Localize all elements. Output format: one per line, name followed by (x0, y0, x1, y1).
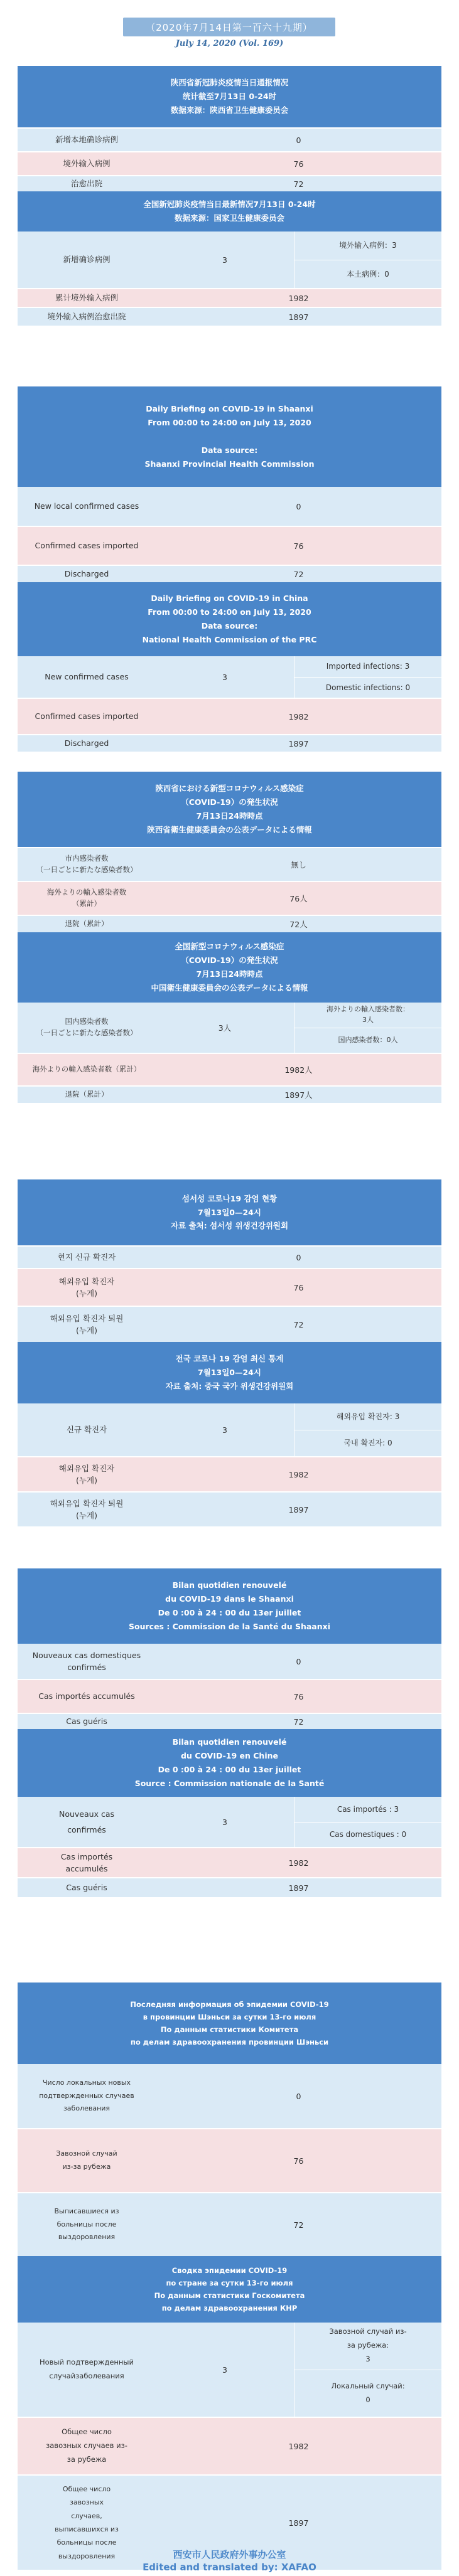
en-row-new-local (18, 487, 441, 526)
header-line: Bilan quotidien renouvelé (172, 1737, 287, 1747)
header-line: в провинции Шэньси за сутки 13-го июля (143, 2012, 316, 2021)
row-label: Nouveaux cas confirmés (58, 1809, 114, 1834)
en-china-header (18, 582, 441, 656)
row-label: 市内感染者数 （一日ごとに新たな感染者数） (36, 854, 138, 874)
header-line: 中国衛生健康委員会の公表データによる情報 (151, 982, 308, 993)
header-line: （COVID-19）の発生状況 (181, 797, 278, 807)
header-line: From 00:00 to 24:00 on July 13, 2020 (148, 607, 311, 617)
row-label: Общее число завозных случаев из-за рубежа (46, 2427, 127, 2464)
en-row-discharged-imported (18, 735, 441, 752)
header-line: 全国新型コロナウィルス感染症 (175, 942, 284, 952)
ja-row-new-confirmed (18, 1003, 441, 1053)
row-label: New confirmed cases (45, 672, 129, 682)
row-label: Завозной случай из-за рубежа (56, 2149, 117, 2171)
ru-row-new-confirmed (18, 2323, 441, 2417)
row-label: 해외유입 확진자 (누계) (58, 1463, 115, 1485)
imported-detail: Cas importés : 3 (337, 1804, 399, 1814)
row-label: Discharged (64, 569, 109, 579)
domestic-detail: Cas domestiques : 0 (294, 1822, 441, 1848)
row-value: 3人 (218, 1023, 232, 1033)
row-value: 72 (293, 1716, 304, 1727)
header-line: du COVID-19 en Chine (181, 1751, 278, 1761)
row-value: 1982 (288, 1469, 309, 1479)
fr-row-new-local (18, 1644, 441, 1679)
header-line: 자료 출처: 섬서성 위생건강위원회 (170, 1221, 289, 1231)
row-label: 海外よりの輸入感染者数（累計） (32, 1065, 141, 1074)
en-row-cumulative (18, 699, 441, 734)
footer-credit: Edited and translated by: XAFAO (143, 2562, 316, 2573)
header-line: Shaanxi Provincial Health Commission (144, 459, 315, 469)
header-line: 统计截至7月13日 0-24时 (182, 92, 277, 102)
row-label: 新增本地确诊病例 (55, 135, 118, 145)
header-line: 数据来源：陕西省卫生健康委员会 (170, 105, 289, 115)
ja-row-imported (18, 882, 441, 915)
fr-row-discharged-imported (18, 1878, 441, 1897)
row-value: 無し (290, 860, 306, 870)
row-value: 0 (296, 2091, 301, 2101)
header-line: 陝西省衛生健康委員会の公表データによる情報 (147, 824, 312, 834)
fr-row-cumulative (18, 1848, 441, 1877)
domestic-detail: Локальный случай: 0 (294, 2370, 441, 2417)
header-line: 7月13日24時時点 (196, 811, 263, 821)
header-line: 7月13日24時時点 (196, 969, 263, 979)
fr-china-header (18, 1729, 441, 1797)
row-label: 해외유입 확진자 퇴원 (누계) (50, 1313, 124, 1335)
fr-row-discharged (18, 1714, 441, 1729)
row-label: Confirmed cases imported (35, 541, 139, 551)
row-value: 1897 (288, 1504, 309, 1514)
ru-row-discharged (18, 2193, 441, 2256)
en-row-imported (18, 527, 441, 565)
ko-row-new-local (18, 1247, 441, 1268)
fr-section (18, 1568, 441, 1893)
imported-detail: 境外输入病例：3 (339, 241, 397, 250)
zh-shaanxi-header (18, 66, 441, 127)
header-line: По данным статистики Комитета (160, 2025, 299, 2034)
zh-row-discharged (18, 176, 441, 191)
header-line: （COVID-19）の発生状況 (181, 955, 278, 966)
en-row-new-confirmed (18, 656, 441, 698)
row-value: 1897 (288, 738, 309, 748)
row-value: 0 (296, 1252, 301, 1262)
issue-title: （2020年7月14日第一百六十九期） (146, 21, 313, 33)
row-value: 76 (293, 2156, 304, 2166)
ko-row-discharged (18, 1307, 441, 1342)
row-value: 72 (293, 2220, 304, 2230)
imported-detail: 해외유입 확진자: 3 (336, 1412, 400, 1421)
domestic-detail: 국내 확진자: 0 (294, 1430, 441, 1457)
row-value: 3 (222, 672, 227, 682)
domestic-detail: Domestic infections: 0 (294, 677, 441, 698)
ko-row-new-confirmed (18, 1403, 441, 1456)
header-line: 陕西省新冠肺炎疫情当日通报情况 (170, 78, 289, 88)
row-label: 현지 신규 확진자 (57, 1252, 116, 1262)
row-label: 해외유입 확진자 (누계) (58, 1276, 115, 1298)
row-value: 72 (293, 569, 304, 579)
header-line: Data source: (201, 445, 258, 455)
imported-detail: 海外よりの輸入感染者数： 3人 (327, 1005, 409, 1024)
header-line: 섬서성 코로나19 감염 현황 (181, 1193, 278, 1203)
row-label: 退院（累計） (65, 919, 109, 929)
zh-row-new-local (18, 129, 441, 151)
row-value: 76 (293, 159, 304, 169)
ru-row-cumulative (18, 2418, 441, 2474)
header-line: по стране за сутки 13-го июля (166, 2278, 293, 2287)
row-value: 3 (222, 1817, 227, 1827)
fr-shaanxi-header (18, 1568, 441, 1644)
row-label: Общее число завозных случаев, выписавшихся из больницы после выздоровления (55, 2484, 119, 2560)
header-line: 7월13일0—24시 (198, 1368, 261, 1378)
row-value: 1982 (288, 2441, 309, 2451)
fr-row-new-confirmed (18, 1797, 441, 1847)
row-label: 해외유입 확진자 퇴원 (누계) (50, 1498, 124, 1520)
row-label: Cas guéris (66, 1883, 107, 1893)
ru-row-imported (18, 2129, 441, 2192)
row-label: Cas importés accumulés (60, 1851, 113, 1873)
row-label: Cas guéris (66, 1716, 107, 1727)
header-line: Daily Briefing on COVID-19 in Shaanxi (146, 404, 313, 414)
ko-row-imported (18, 1269, 441, 1306)
row-label: Новый подтвержденный случайзаболевания (39, 2358, 134, 2380)
ko-row-discharged-imported (18, 1493, 441, 1526)
header-line: По данным статистики Госкомитета (154, 2291, 305, 2300)
row-value: 1982人 (284, 1065, 313, 1075)
ja-row-discharged (18, 916, 441, 932)
row-value: 0 (296, 1656, 301, 1666)
imported-detail: Завозной случай из-за рубежа: 3 (329, 2327, 407, 2364)
ko-shaanxi-header (18, 1179, 441, 1245)
header-line: Source : Commission nationale de la Santé (134, 1778, 325, 1788)
row-value: 1897 (288, 2518, 309, 2528)
row-value: 76 (293, 541, 304, 551)
row-value: 72人 (289, 920, 308, 929)
row-label: 海外よりの輸入感染者数 （累計） (46, 888, 127, 908)
ru-shaanxi-header (18, 1983, 441, 2064)
header-line: 전국 코로나 19 감염 최신 통계 (175, 1354, 284, 1364)
ja-shaanxi-header (18, 772, 441, 847)
header-line: 7월13일0—24시 (198, 1207, 261, 1217)
row-value: 72 (293, 1319, 304, 1329)
row-label: 境外输入病例 (63, 159, 111, 169)
row-value: 76 (293, 1282, 304, 1292)
row-value: 1897 (288, 312, 309, 322)
ja-section (18, 772, 441, 1100)
header-line: From 00:00 to 24:00 on July 13, 2020 (148, 418, 311, 428)
row-value: 1982 (288, 1858, 309, 1868)
zh-section (18, 66, 441, 331)
row-label: New local confirmed cases (34, 501, 139, 511)
row-label: 境外输入病例治愈出院 (47, 312, 126, 322)
row-value: 76 (293, 1691, 304, 1701)
row-value: 3 (222, 255, 227, 265)
zh-china-header (18, 191, 441, 232)
row-label: 累计境外输入病例 (55, 293, 118, 303)
domestic-detail: 本土病例：0 (294, 260, 441, 289)
row-label: 退院（累計） (65, 1090, 109, 1099)
issue-title-banner (123, 18, 335, 36)
zh-row-cumulative (18, 289, 441, 307)
ja-row-new-local (18, 848, 441, 881)
en-shaanxi-header (18, 386, 441, 487)
header-line: De 0 :00 à 24 : 00 du 13er juillet (158, 1608, 301, 1617)
row-label: Выписавшиеся из больницы после выздоровления (54, 2206, 119, 2242)
row-label: 国内感染者数 （一日ごとに新たな感染者数） (36, 1017, 138, 1037)
footer-org: 西安市人民政府外事办公室 (173, 2549, 286, 2560)
row-value: 72 (293, 179, 304, 189)
row-value: 3 (222, 2365, 227, 2375)
row-label: 新增确诊病例 (63, 255, 111, 265)
row-value: 0 (296, 501, 301, 511)
domestic-detail: 国内感染者数：0人 (294, 1028, 441, 1053)
header-line: Daily Briefing on COVID-19 in China (151, 593, 308, 604)
en-section (18, 386, 441, 752)
header-line: Sources : Commission de la Santé du Shaanxi (129, 1621, 330, 1631)
header-line: 陝西省における新型コロナウィルス感染症 (155, 784, 304, 794)
header-line: 全国新冠肺炎疫情当日最新情况7月13日 0-24时 (143, 200, 316, 210)
ja-row-discharged-imported (18, 1087, 441, 1103)
header-line: Data source: (201, 621, 258, 631)
row-label: 신규 확진자 (66, 1425, 107, 1435)
row-label: Cas importés accumulés (38, 1691, 135, 1701)
ru-china-header (18, 2256, 441, 2323)
header-line: 자료 출처: 중국 국가 위생건강위원회 (165, 1381, 294, 1391)
row-label: Число локальных новых подтвержденных случаев заболевания (39, 2078, 134, 2113)
row-value: 1897 (288, 1883, 309, 1893)
ja-row-cumulative (18, 1054, 441, 1085)
row-value: 1982 (288, 711, 309, 721)
header-line: по делам здравоохранения провинции Шэньси (130, 2038, 329, 2047)
fr-row-imported (18, 1680, 441, 1713)
row-label: Confirmed cases imported (35, 711, 139, 721)
row-label: 治愈出院 (70, 179, 102, 189)
header-line: Последняя информация об эпидемии COVID-19 (130, 1999, 329, 2009)
row-value: 0 (296, 135, 301, 145)
header-line: по делам здравоохранения КНР (161, 2304, 298, 2313)
footer (0, 2548, 459, 2574)
row-label: Discharged (64, 738, 109, 748)
header-line: Bilan quotidien renouvelé (172, 1580, 287, 1590)
zh-row-imported (18, 152, 441, 175)
ko-section (18, 1179, 441, 1520)
zh-row-discharged-imported (18, 308, 441, 326)
header-line: De 0 :00 à 24 : 00 du 13er juillet (158, 1765, 301, 1774)
header-line: National Health Commission of the PRC (142, 634, 317, 644)
zh-row-new-confirmed (18, 232, 441, 288)
ko-row-cumulative (18, 1457, 441, 1491)
row-value: 3 (222, 1425, 227, 1435)
ko-china-header (18, 1342, 441, 1403)
header-line (228, 430, 230, 444)
row-label: Nouveaux cas domestiques confirmés (32, 1650, 141, 1672)
row-value: 76人 (289, 894, 308, 903)
issue-subtitle: July 14, 2020 (Vol. 169) (175, 39, 284, 48)
ru-row-new-local (18, 2064, 441, 2128)
row-value: 1897人 (284, 1090, 313, 1100)
imported-detail: Imported infections: 3 (326, 662, 410, 671)
ja-china-header (18, 932, 441, 1003)
header-line: Сводка эпидемии COVID-19 (171, 2265, 288, 2275)
header-line: 数据来源：国家卫生健康委员会 (174, 213, 284, 223)
en-row-discharged (18, 566, 441, 582)
header-line: du COVID-19 dans le Shaanxi (165, 1594, 294, 1604)
row-value: 1982 (288, 293, 309, 303)
